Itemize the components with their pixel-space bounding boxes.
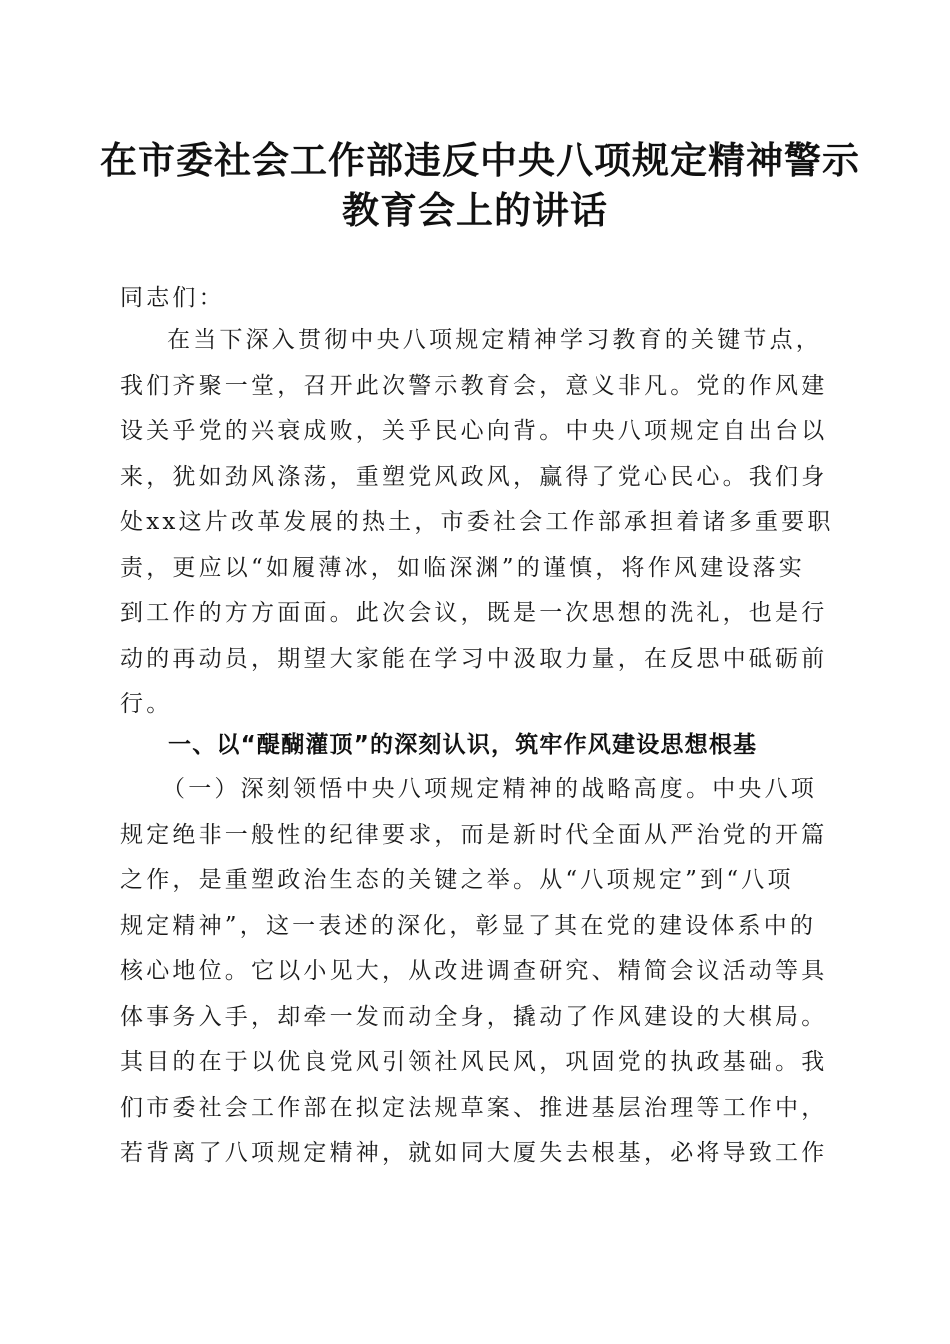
paragraph-line: 行。 bbox=[120, 691, 173, 717]
paragraph-line: 之作，是重塑政治生态的关键之举。从“八项规定”到“八项 bbox=[120, 867, 794, 893]
salutation-text: 同志们： bbox=[120, 285, 225, 311]
paragraph-line: 规定绝非一般性的纪律要求，而是新时代全面从严治党的开篇 bbox=[120, 821, 828, 848]
paragraph-line: 处xx这片改革发展的热土，市委社会工作部承担着诸多重要职 bbox=[120, 509, 834, 535]
paragraph-line: 我们齐聚一堂，召开此次警示教育会，意义非凡。党的作风建 bbox=[120, 372, 828, 399]
paragraph-line: 核心地位。它以小见大，从改进调查研究、精简会议活动等具 bbox=[120, 958, 828, 984]
paragraph-line: 规定精神”，这一表述的深化，彰显了其在党的建设体系中的 bbox=[120, 912, 817, 939]
paragraph-line: 们市委社会工作部在拟定法规草案、推进基层治理等工作中， bbox=[120, 1094, 828, 1121]
paragraph-line: 来，犹如劲风涤荡，重塑党风政风，赢得了党心民心。我们身 bbox=[120, 463, 828, 490]
paragraph-line: 设关乎党的兴衰成败，关乎民心向背。中央八项规定自出台以 bbox=[120, 418, 828, 444]
paragraph-line: 动的再动员，期望大家能在学习中汲取力量，在反思中砥砺前 bbox=[120, 645, 828, 672]
paragraph-line: 其目的在于以优良党风引领社风民风，巩固党的执政基础。我 bbox=[120, 1049, 828, 1075]
salutation bbox=[120, 276, 832, 322]
paragraph-line: 在当下深入贯彻中央八项规定精神学习教育的关键节点， bbox=[167, 327, 822, 353]
document-title-line-2: 教育会上的讲话 bbox=[342, 188, 608, 232]
paragraph-intro bbox=[120, 318, 832, 728]
paragraph-line: 若背离了八项规定精神，就如同大厦失去根基，必将导致工作 bbox=[120, 1140, 828, 1166]
paragraph-line: 体事务入手，却牵一发而动全身，撬动了作风建设的大棋局。 bbox=[120, 1003, 828, 1030]
document-title-line-1: 在市委社会工作部违反中央八项规定精神警示 bbox=[100, 138, 860, 182]
section-heading-1: 一、以“醍醐灌顶”的深刻认识，筑牢作风建设思想根基 bbox=[168, 732, 758, 758]
paragraph-line: 到工作的方方面面。此次会议，既是一次思想的洗礼，也是行 bbox=[120, 600, 828, 626]
paragraph-line: （一）深刻领悟中央八项规定精神的战略高度。中央八项 bbox=[162, 776, 817, 802]
paragraph-line: 责，更应以“如履薄冰，如临深渊”的谨慎，将作风建设落实 bbox=[120, 554, 805, 581]
paragraph-section-1-1 bbox=[120, 767, 832, 1177]
